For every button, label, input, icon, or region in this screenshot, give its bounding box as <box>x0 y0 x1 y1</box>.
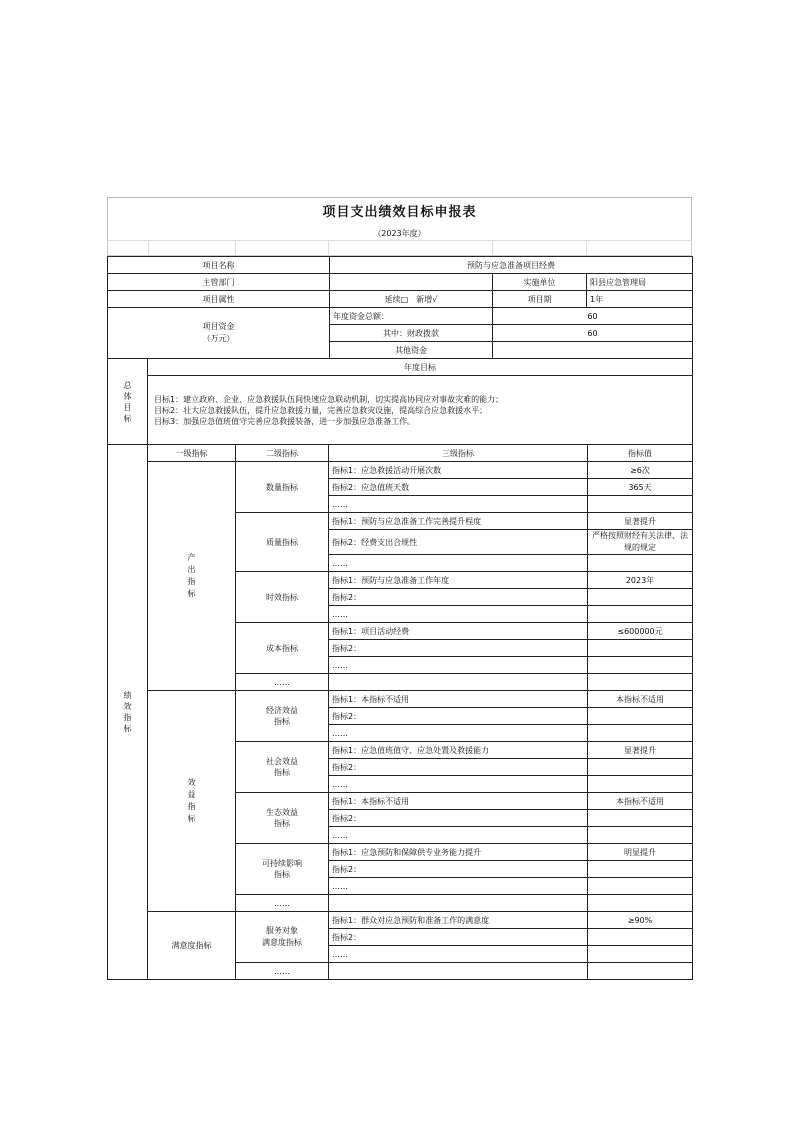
indicator-name: 指标2： <box>329 708 588 725</box>
indicator-value <box>588 640 693 657</box>
level1-output: 产 出 指 标 <box>148 462 236 691</box>
project-name-row <box>108 257 693 274</box>
performance-form <box>107 197 692 980</box>
indicator-value: 本指标不适用 <box>588 793 693 810</box>
indicator-name: 指标1：群众对应急预防和准备工作的满意度 <box>329 912 588 929</box>
indicator-value <box>588 810 693 827</box>
header-level3: 三级指标 <box>329 445 588 462</box>
ellipsis: …… <box>329 725 588 742</box>
table-row <box>108 691 693 708</box>
level2-timeliness: 时效指标 <box>236 572 329 623</box>
level1-effect: 效 益 指 标 <box>148 691 236 912</box>
level2-quantity: 数量指标 <box>236 462 329 513</box>
level2-social: 社会效益 指标 <box>236 742 329 793</box>
indicator-name: 指标1：应急救援活动开展次数 <box>329 462 588 479</box>
indicator-name: 指标2： <box>329 640 588 657</box>
indicator-value: 显著提升 <box>588 513 693 530</box>
indicator-name: 指标2： <box>329 861 588 878</box>
fund-other-value <box>493 342 693 359</box>
indicator-value <box>588 589 693 606</box>
period-label: 项目期 <box>493 291 587 308</box>
fund-fin-label: 其中：财政拨款 <box>330 325 493 342</box>
level2-service: 服务对象 满意度指标 <box>236 912 329 963</box>
indicator-value: 严格按照财经有关法律、法规的规定 <box>588 530 693 555</box>
unit-label: 实施单位 <box>493 274 587 291</box>
indicator-value: ≥90% <box>588 912 693 929</box>
project-name-value: 预防与应急准备项目经费 <box>330 257 693 274</box>
indicator-name: 指标1：应急值班值守、应急处置及救援能力 <box>329 742 588 759</box>
indicator-name: 指标2：应急值班天数 <box>329 479 588 496</box>
level2-ecological: 生态效益 指标 <box>236 793 329 844</box>
fund-total-value: 60 <box>493 308 693 325</box>
ellipsis: …… <box>329 606 588 623</box>
project-name-label: 项目名称 <box>108 257 330 274</box>
unit-value: 阳县应急管理局 <box>587 274 693 291</box>
attr-value: 延续□ 新增√ <box>330 291 493 308</box>
indicator-name: 指标1：项目活动经费 <box>329 623 588 640</box>
goal-table <box>107 359 693 445</box>
indicator-name: 指标1：本指标不适用 <box>329 793 588 810</box>
table-row <box>108 912 693 929</box>
indicator-value: 本指标不适用 <box>588 691 693 708</box>
attr-label: 项目属性 <box>108 291 330 308</box>
form-title: 项目支出绩效目标申报表 <box>107 197 692 228</box>
indicator-value <box>588 708 693 725</box>
ellipsis: …… <box>329 827 588 844</box>
header-value: 指标值 <box>588 445 693 462</box>
ellipsis: …… <box>236 963 329 980</box>
indicator-value: 显著提升 <box>588 742 693 759</box>
indicator-value <box>588 861 693 878</box>
indicator-name: 指标1：预防与应急准备工作年度 <box>329 572 588 589</box>
dept-label: 主管部门 <box>108 274 330 291</box>
goal-list <box>148 376 693 445</box>
indicator-name: 指标2：经费支出合规性 <box>329 530 588 555</box>
level1-satisfaction: 满意度指标 <box>148 912 236 980</box>
table-row <box>108 462 693 479</box>
form-year: （2023年度） <box>107 228 692 240</box>
indicator-value: 2023年 <box>588 572 693 589</box>
indicator-table <box>107 445 693 980</box>
header-level2: 二级指标 <box>236 445 329 462</box>
level2-economic: 经济效益 指标 <box>236 691 329 742</box>
level2-sustainable: 可持续影响 指标 <box>236 844 329 895</box>
ellipsis: …… <box>329 496 588 513</box>
dept-row <box>108 274 693 291</box>
indicator-value: 365天 <box>588 479 693 496</box>
perf-side-label: 绩 效 指 标 <box>108 445 148 980</box>
goal-item: 目标2：壮大应急救援队伍，提升应急救援力量，完善应急救灾设施，提高综合应急救援水平； <box>154 405 488 415</box>
indicator-header-row <box>108 445 693 462</box>
indicator-name: 指标1：应急预防和保障供专业务能力提升 <box>329 844 588 861</box>
indicator-name: 指标2： <box>329 929 588 946</box>
indicator-name: 指标2： <box>329 589 588 606</box>
ellipsis: …… <box>236 674 329 691</box>
level2-cost: 成本指标 <box>236 623 329 674</box>
blank-grid-row <box>107 240 692 256</box>
ellipsis: …… <box>329 946 588 963</box>
dept-value <box>330 274 493 291</box>
ellipsis: …… <box>236 895 329 912</box>
indicator-value: ≤600000元 <box>588 623 693 640</box>
goal-side-label: 总 体 目 标 <box>108 359 148 445</box>
fund-total-row <box>108 308 693 325</box>
goal-item: 目标3：加强应急值班值守完善应急救援装备，进一步加强应急准备工作。 <box>154 416 416 426</box>
ellipsis: …… <box>329 776 588 793</box>
indicator-name: 指标2： <box>329 810 588 827</box>
goal-header: 年度目标 <box>148 359 693 376</box>
ellipsis: …… <box>329 657 588 674</box>
level2-quality: 质量指标 <box>236 513 329 572</box>
ellipsis: …… <box>329 878 588 895</box>
project-info-table <box>107 256 693 359</box>
indicator-value: 明显提升 <box>588 844 693 861</box>
indicator-value: ≥6次 <box>588 462 693 479</box>
indicator-name: 指标2： <box>329 759 588 776</box>
ellipsis: …… <box>329 555 588 572</box>
fund-other-label: 其他资金 <box>330 342 493 359</box>
indicator-value <box>588 759 693 776</box>
attr-row <box>108 291 693 308</box>
header-level1: 一级指标 <box>148 445 236 462</box>
goal-item: 目标1：建立政府、企业、应急救援队伍间快速应急联动机制，切实提高协同应对事故灾难的能力； <box>154 394 504 404</box>
fund-total-label: 年度资金总额： <box>330 308 493 325</box>
indicator-value <box>588 929 693 946</box>
period-value: 1年 <box>587 291 693 308</box>
fund-fin-value: 60 <box>493 325 693 342</box>
indicator-name: 指标1：本指标不适用 <box>329 691 588 708</box>
fund-label: 项目资金 （万元） <box>108 308 330 359</box>
indicator-name: 指标1：预防与应急准备工作完善提升程度 <box>329 513 588 530</box>
